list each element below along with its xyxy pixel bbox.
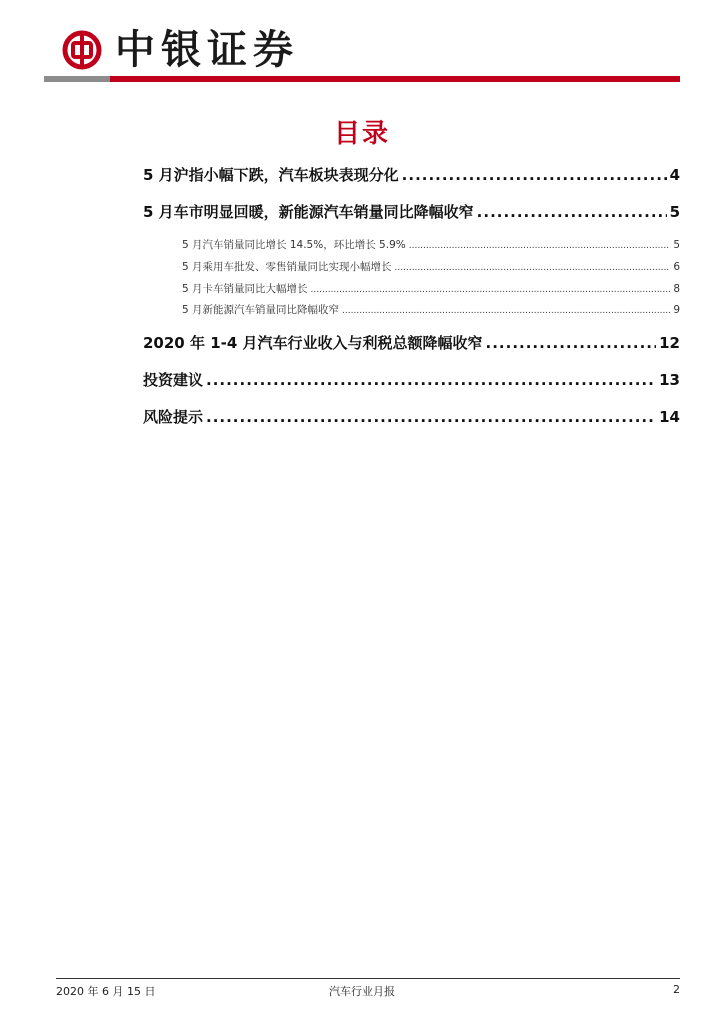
toc-entry[interactable] xyxy=(143,164,680,185)
toc-entry-label: 5 月沪指小幅下跌，汽车板块表现分化 xyxy=(143,166,399,184)
toc-entry-page: 5 xyxy=(669,203,680,221)
toc-entry[interactable] xyxy=(143,369,680,390)
toc-entry-label: 5 月汽车销量同比增长 14.5%，环比增长 5.9% xyxy=(182,239,406,251)
toc-leader-dots xyxy=(206,408,656,426)
footer-date: 2020 年 6 月 15 日 xyxy=(56,985,156,998)
toc-leader-dots xyxy=(409,241,671,251)
header-rule xyxy=(44,76,680,82)
toc-leader-dots xyxy=(311,285,671,295)
toc-entry-label: 5 月新能源汽车销量同比降幅收窄 xyxy=(182,304,340,316)
toc-leader-dots xyxy=(486,334,657,352)
footer-page-number: 2 xyxy=(673,983,680,996)
header-rule-red xyxy=(110,76,680,82)
toc-entry[interactable] xyxy=(143,332,680,353)
toc-leader-dots xyxy=(206,371,656,389)
footer-report-type: 汽车行业月报 xyxy=(329,985,395,998)
brand-name: 中银证券 xyxy=(115,26,299,73)
toc-entry-label: 5 月乘用车批发、零售销量同比实现小幅增长 xyxy=(182,261,392,273)
toc-leader-dots xyxy=(477,203,667,221)
toc-subentry[interactable] xyxy=(182,259,680,274)
toc-title: 目录 xyxy=(333,119,390,149)
toc-entry-page: 13 xyxy=(659,371,680,389)
toc-entry-page: 5 xyxy=(673,239,680,251)
toc-subentry[interactable] xyxy=(182,237,680,252)
toc-entry-page: 9 xyxy=(673,304,680,316)
toc-entry-page: 12 xyxy=(659,334,680,352)
toc-subentry[interactable] xyxy=(182,302,680,317)
toc-entry[interactable] xyxy=(143,201,680,222)
toc-entry-page: 6 xyxy=(673,261,680,273)
toc-entry-label: 风险提示 xyxy=(143,408,204,426)
toc-entry-label: 5 月车市明显回暖，新能源汽车销量同比降幅收窄 xyxy=(143,203,474,221)
toc-subentry[interactable] xyxy=(182,281,680,296)
toc-entry-page: 4 xyxy=(669,166,680,184)
toc-entry[interactable] xyxy=(143,406,680,427)
bank-of-china-logo-icon xyxy=(62,30,102,70)
page-header xyxy=(0,0,724,90)
footer-rule xyxy=(56,978,680,979)
toc-entry-page: 14 xyxy=(659,408,680,426)
toc-entry-page: 8 xyxy=(673,283,680,295)
toc-entry-label: 投资建议 xyxy=(143,371,204,389)
toc-entry-label: 2020 年 1-4 月汽车行业收入与利税总额降幅收窄 xyxy=(143,334,483,352)
toc-leader-dots xyxy=(342,306,670,316)
toc-leader-dots xyxy=(402,166,667,184)
toc-entry-label: 5 月卡车销量同比大幅增长 xyxy=(182,283,308,295)
header-rule-gray xyxy=(44,76,110,82)
toc-leader-dots xyxy=(395,263,671,273)
